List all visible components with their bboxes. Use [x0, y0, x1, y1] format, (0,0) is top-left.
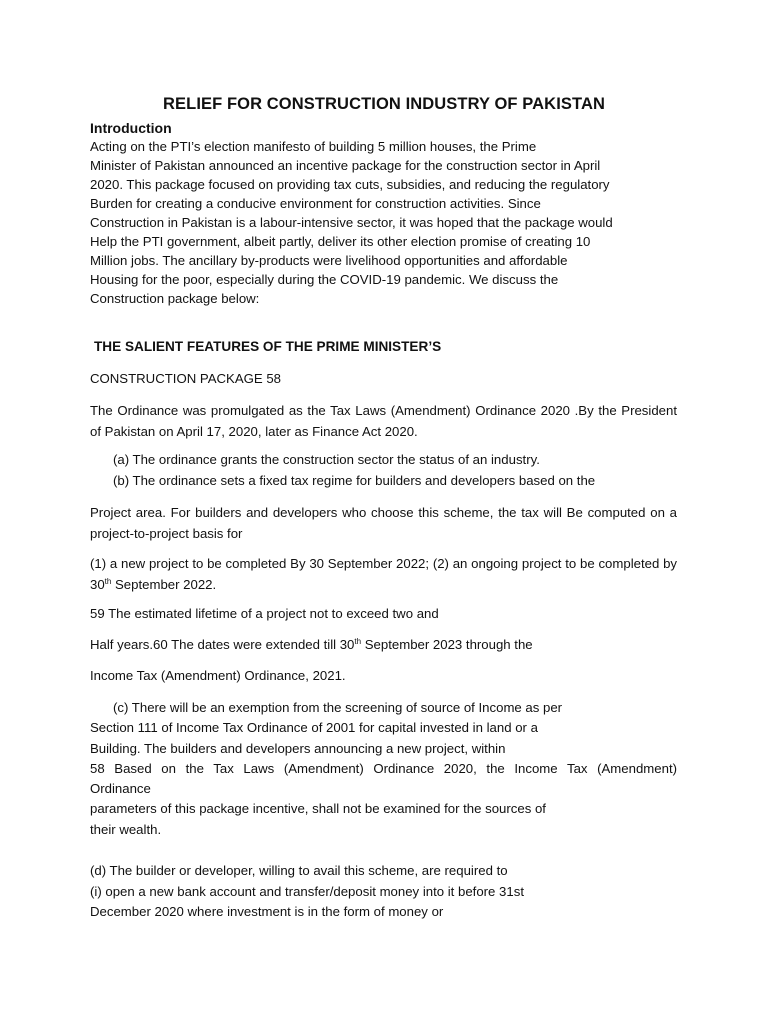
list-item-b: (b) The ordinance sets a fixed tax regime for builders and developers based on the: [113, 473, 596, 488]
intro-line: Housing for the poor, especially during the COVID-19 pandemic. We discuss the: [90, 272, 559, 287]
footnote-58-line: 58 Based on the Tax Laws (Amendment) Ordinance 2020, the Income Tax (Amendment): [90, 760, 677, 776]
item-d-block: [90, 861, 680, 923]
item-c-block: [90, 698, 680, 840]
half-years-tail: September 2023 through the: [361, 637, 533, 652]
ordinance-paragraph: The Ordinance was promulgated as the Tax Laws (Amendment) Ordinance 2020 .By the President of Pakistan on April 17, 2020, later as Finance Act 2020.: [90, 403, 677, 439]
project-area-paragraph: Project area. For builders and developers who choose this scheme, the tax will Be computed on a project-to-project basis for: [90, 505, 677, 541]
intro-line: Burden for creating a conducive environment for construction activities. Since: [90, 196, 541, 211]
half-years-text: Half years.60 The dates were extended till 30: [90, 637, 355, 652]
ordinal-suffix: th: [104, 577, 112, 586]
intro-line: Construction in Pakistan is a labour-intensive sector, it was hoped that the package would: [90, 215, 613, 230]
income-tax-line: Income Tax (Amendment) Ordinance, 2021.: [90, 668, 346, 683]
intro-line: Million jobs. The ancillary by-products were livelihood opportunities and affordable: [90, 253, 568, 268]
item-c-line: Building. The builders and developers announcing a new project, within: [90, 740, 506, 756]
intro-line: Acting on the PTI’s election manifesto of building 5 million houses, the Prime: [90, 139, 537, 154]
half-years-line: [90, 637, 533, 652]
salient-features-heading: THE SALIENT FEATURES OF THE PRIME MINISTER’S: [94, 339, 442, 354]
project-list-paragraph: [90, 553, 677, 595]
lifetime-line: 59 The estimated lifetime of a project not to exceed two and: [90, 606, 439, 621]
item-d-line: December 2020 where investment is in the form of money or: [90, 904, 444, 919]
item-d-line: (d) The builder or developer, willing to avail this scheme, are required to: [90, 863, 508, 878]
intro-line: Construction package below:: [90, 291, 260, 306]
ordinal-suffix: th: [354, 637, 362, 646]
document-title: RELIEF FOR CONSTRUCTION INDUSTRY OF PAKISTAN: [163, 95, 605, 113]
params-line: parameters of this package incentive, shall not be examined for the sources of: [90, 801, 546, 817]
introduction-body: [90, 137, 680, 308]
params-line: their wealth.: [90, 821, 162, 837]
item-c-line: Section 111 of Income Tax Ordinance of 2001 for capital invested in land or a: [90, 720, 538, 736]
item-d-line: (i) open a new bank account and transfer/deposit money into it before 31st: [90, 883, 524, 899]
intro-line: Help the PTI government, albeit partly, deliver its other election promise of creating 10: [90, 234, 591, 249]
footnote-58-continuation: Ordinance: [90, 781, 151, 797]
introduction-heading: Introduction: [90, 120, 172, 136]
intro-line: Minister of Pakistan announced an incentive package for the construction sector in April: [90, 158, 601, 173]
project-list-text: (1) a new project to be completed By 30 September 2022; (2) an ongoing project to be completed by 30: [90, 556, 677, 592]
intro-line: 2020. This package focused on providing tax cuts, subsidies, and reducing the regulatory: [90, 177, 610, 192]
project-list-tail: September 2022.: [111, 577, 217, 592]
construction-package-label: CONSTRUCTION PACKAGE 58: [90, 371, 282, 386]
list-item-a: (a) The ordinance grants the construction sector the status of an industry.: [113, 452, 540, 467]
item-c-line: (c) There will be an exemption from the screening of source of Income as per: [113, 700, 563, 715]
